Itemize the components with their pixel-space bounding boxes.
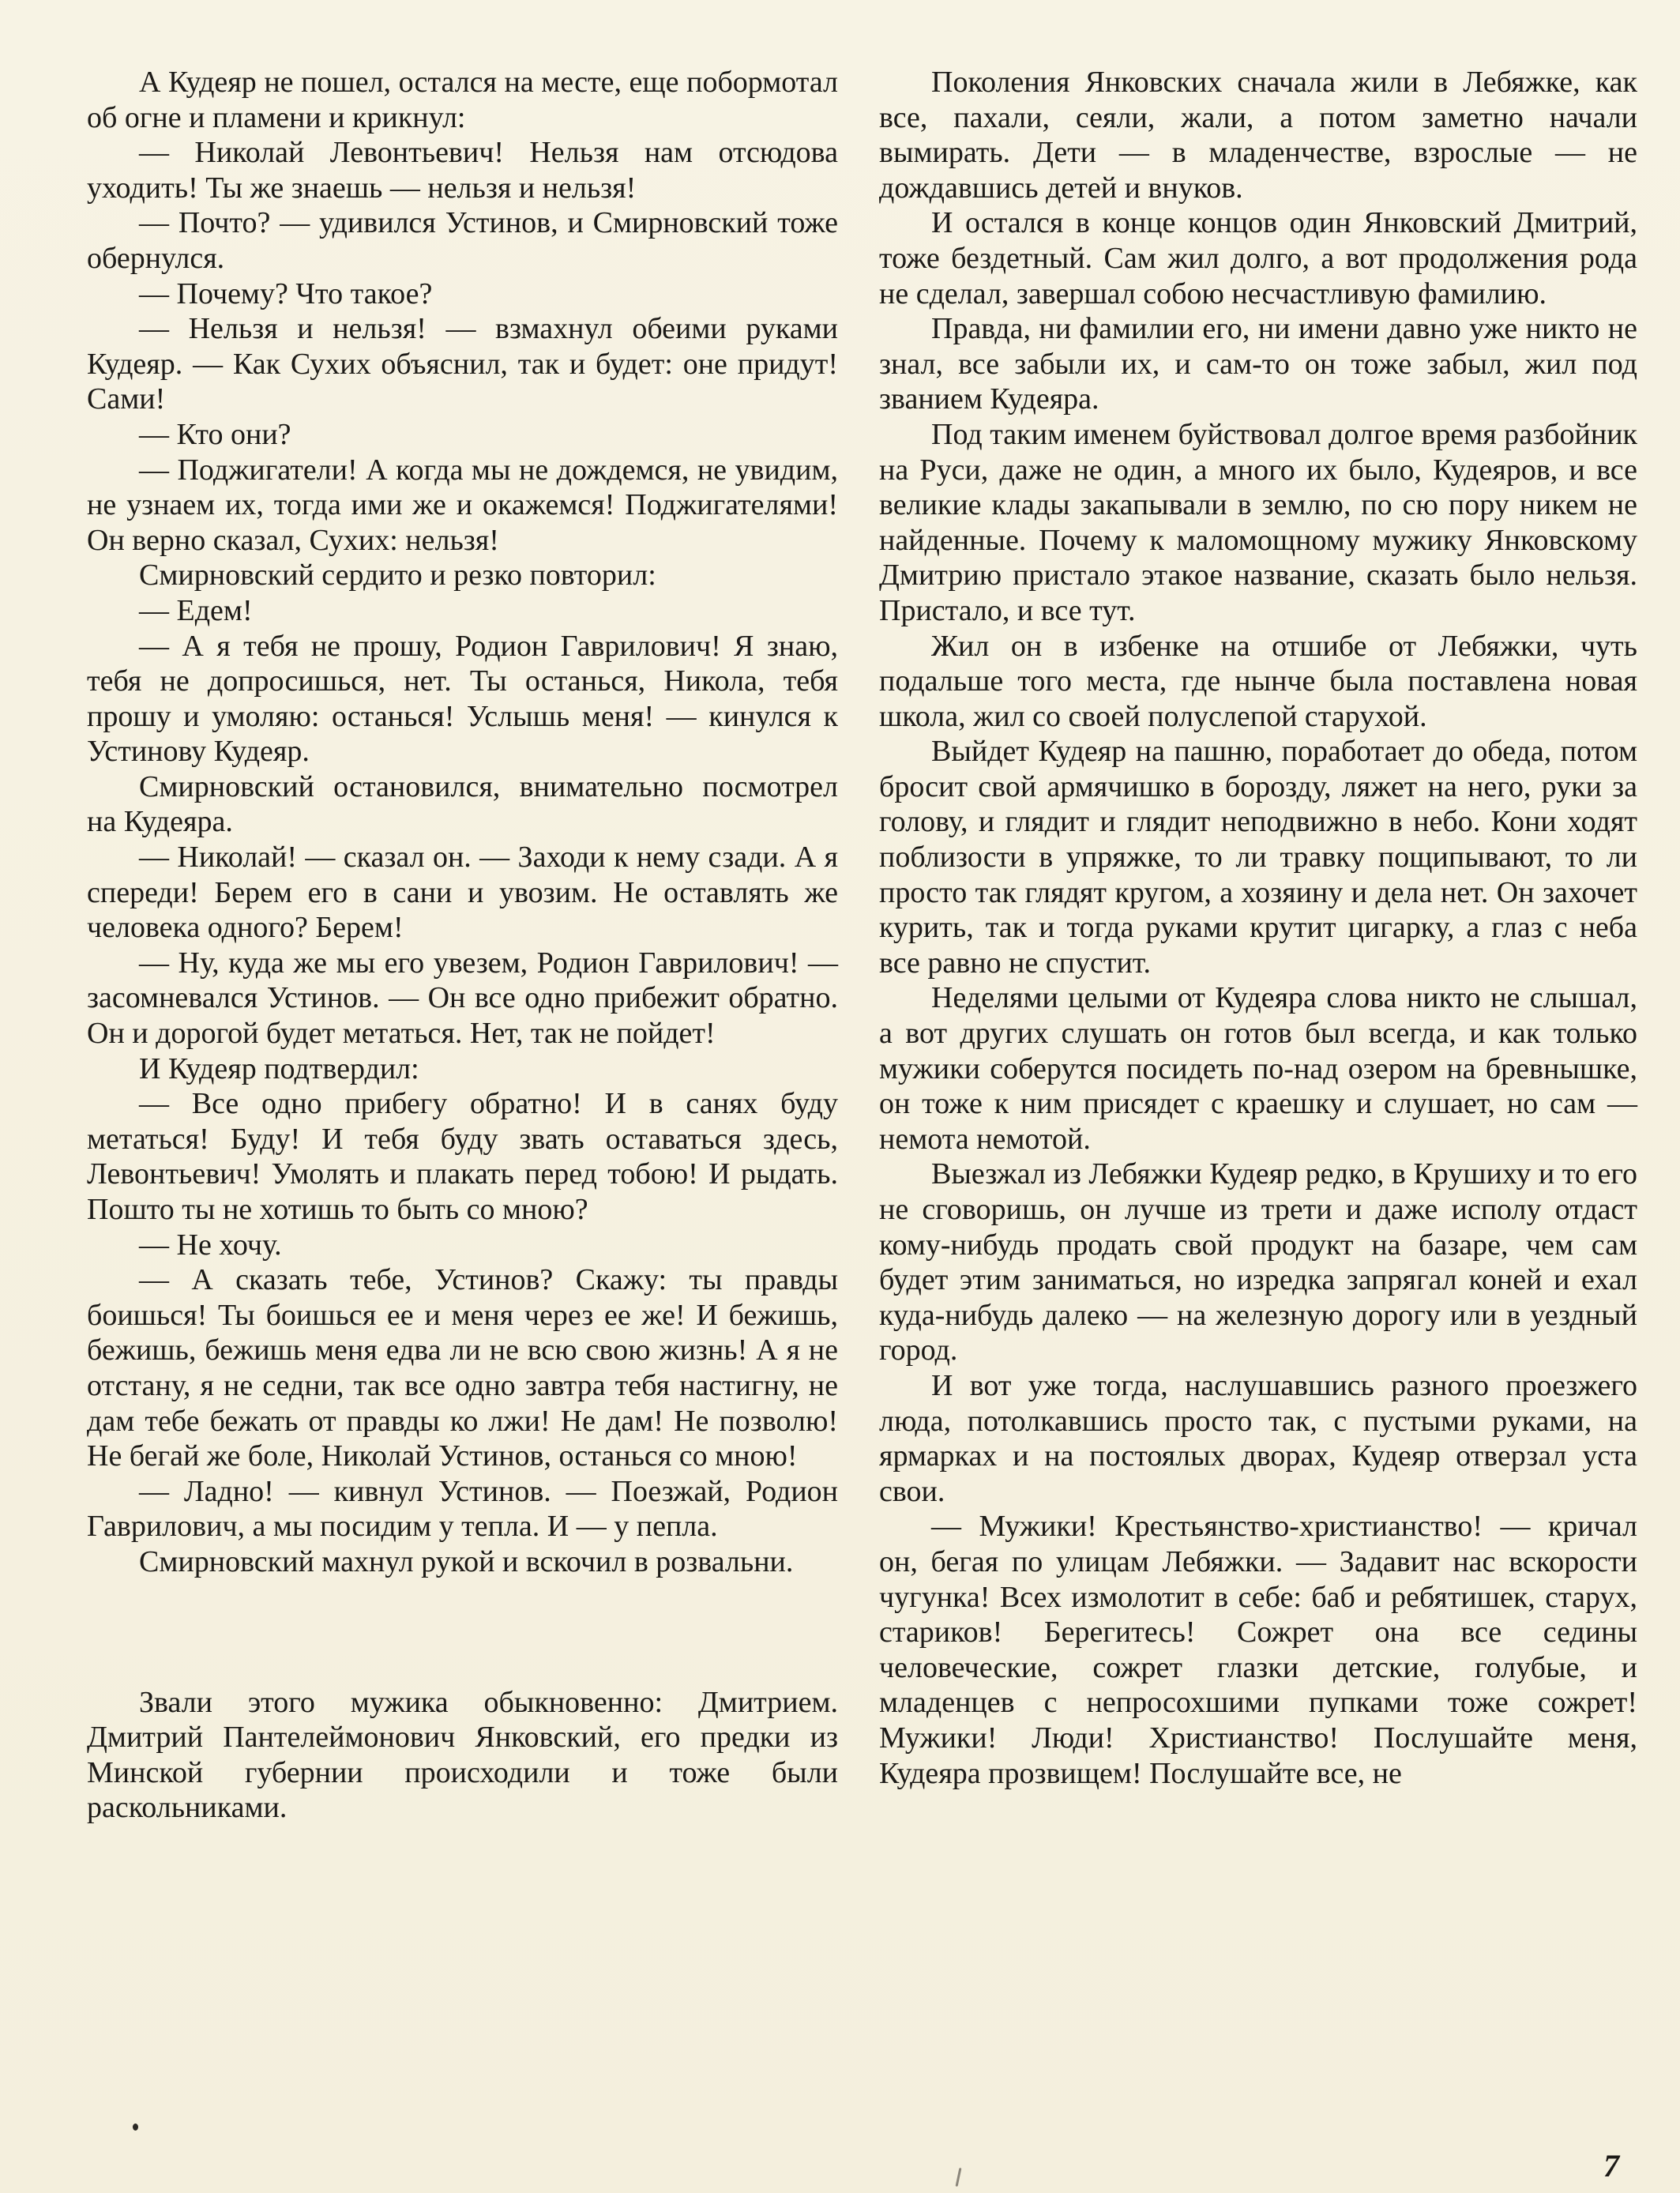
paragraph: — Кто они? [139, 417, 291, 451]
paragraph: Звали этого мужика обыкновенно: Дмитрием. Дмитрий Пантелеймонович Янковский, его предки из Минской губернии происходили и тоже были раскольниками. [87, 1685, 838, 1825]
left-text-column [87, 65, 838, 1826]
paragraph: Смирновский махнул рукой и вскочил в розвальни. [139, 1544, 794, 1578]
paragraph: Выезжал из Лебяжки Кудеяр редко, в Крушиху и то его не сговоришь, он лучше из трети и даже исполу отдаст кому-нибудь продать свой продукт на базаре, чем сам будет этим заниматься, но изредка запрягал коней и ехал куда-нибудь далеко — на железную дорогу или в уездный город. [879, 1157, 1637, 1367]
print-speck [133, 2123, 138, 2131]
paragraph: — Мужики! Крестьянство-христианство! — кричал он, бегая по улицам Лебяжки. — Задавит нас вскорости чугунка! Всех измолотит в себе: баб и ребятишек, старух, стариков! Берегитесь! Сожрет она все седины человеческие, сожрет глазки детские, голубые, и младенцев с непросохшими пупками тоже сожрет! Мужики! Люди! Христианство! Послушайте меня, Кудеяра прозвищем! Послушайте все, не [879, 1510, 1637, 1790]
paragraph: А Кудеяр не пошел, остался на месте, еще побормотал об огне и пламени и крикнул: [87, 66, 838, 134]
paragraph: Неделями целыми от Кудеяра слова никто не слышал, а вот других слушать он готов был всегда, и как только мужики соберутся посидеть по-над озером на бревнышке, он тоже к ним присядет с краешку и слушает, но сам — немота немотой. [879, 981, 1637, 1156]
paragraph: Смирновский остановился, внимательно посмотрел на Кудеяра. [87, 769, 838, 839]
paragraph: — Поджигатели! А когда мы не дождемся, не увидим, не узнаем их, тогда ими же и окажемся! Поджигателями! Он верно сказал, Сухих: нельзя! [87, 453, 838, 557]
paragraph: — Нельзя и нельзя! — взмахнул обеими руками Кудеяр. — Как Сухих объяснил, так и будет: оне придут! Сами! [87, 312, 838, 416]
paragraph: Поколения Янковских сначала жили в Лебяжке, как все, пахали, сеяли, жали, а потом заметно начали вымирать. Дети — в младенчестве, взрослые — не дождавшись детей и внуков. [879, 66, 1637, 205]
paragraph: Выйдет Кудеяр на пашню, поработает до обеда, потом бросит свой армячишко в борозду, ляжет на него, руки за голову, и глядит и глядит неподвижно в небо. Кони ходят поблизости в упряжке, то ли травку пощипывают, то ли просто так глядят кругом, а хозяину и дела нет. Он захочет курить, так и тогда руками крутит цигарку, а глаз с неба все равно не спустит. [879, 735, 1637, 980]
paragraph: Жил он в избенке на отшибе от Лебяжки, чуть подальше того места, где нынче была поставлена новая школа, жил со своей полуслепой старухой. [879, 629, 1637, 733]
paragraph: Правда, ни фамилии его, ни имени давно уже никто не знал, все забыли их, и сам-то он тоже забыл, жил под званием Кудеяра. [879, 312, 1637, 416]
paragraph: — Все одно прибегу обратно! И в санях буду метаться! Буду! И тебя буду звать оставаться здесь, Левонтьевич! Умолять и плакать перед тобою! И рыдать. Пошто ты не хотишь то быть со мною? [87, 1087, 838, 1226]
paragraph: — Николай Левонтьевич! Нельзя нам отсюдова уходить! Ты же знаешь — нельзя и нельзя! [87, 136, 838, 205]
paragraph: — Ладно! — кивнул Устинов. — Поезжай, Родион Гаврилович, а мы посидим у тепла. И — у пепла. [87, 1474, 838, 1544]
paragraph: — Почему? Что такое? [139, 276, 433, 310]
paragraph: — Едем! [139, 593, 253, 627]
page-number: 7 [1603, 2148, 1619, 2184]
paragraph: И вот уже тогда, наслушавшись разного проезжего люда, потолкавшись просто так, с пустыми руками, на ярмарках и на постоялых дворах, Кудеяр отверзал уста свои. [879, 1368, 1637, 1508]
paragraph: И остался в конце концов один Янковский Дмитрий, тоже бездетный. Сам жил долго, а вот продолжения рода не сделал, завершал собою несчастливую фамилию. [879, 206, 1637, 310]
paragraph: — Почто? — удивился Устинов, и Смирновский тоже обернулся. [87, 206, 838, 275]
paragraph: — Не хочу. [139, 1228, 282, 1262]
paragraph: — Ну, куда же мы его увезем, Родион Гаврилович! — засомневался Устинов. — Он все одно прибежит обратно. Он и дорогой будет метаться. Нет, так не пойдет! [87, 946, 838, 1051]
paragraph: — А я тебя не прошу, Родион Гаврилович! Я знаю, тебя не допросишься, нет. Ты останься, Никола, тебя прошу и умоляю: останься! Услышь меня! — кинулся к Устинову Кудеяр. [87, 629, 838, 769]
print-speck [956, 2168, 962, 2187]
paragraph: — А сказать тебе, Устинов? Скажу: ты правды боишься! Ты боишься ее и меня через ее же! И бежишь, бежишь, бежишь меня едва ли не всю свою жизнь! А я не отстану, я не седни, так все одно завтра тебя настигну, не дам тебе бежать от правды ко лжи! Не дам! Не позволю! Не бегай же боле, Николай Устинов, останься со мною! [87, 1263, 838, 1473]
paragraph: Смирновский сердито и резко повторил: [139, 559, 656, 592]
paragraph: И Кудеяр подтвердил: [139, 1051, 419, 1085]
paragraph: — Николай! — сказал он. — Заходи к нему сзади. А я спереди! Берем его в сани и увозим. Не оставлять же человека одного? Берем! [87, 841, 838, 945]
paragraph: Под таким именем буйствовал долгое время разбойник на Руси, даже не один, а много их было, Кудеяров, и все великие клады закапывали в землю, по сю пору никем не найденные. Почему к маломощному мужику Янковскому Дмитрию пристало этакое название, сказать было нельзя. Пристало, и все тут. [879, 417, 1637, 627]
right-text-column [879, 65, 1637, 1791]
